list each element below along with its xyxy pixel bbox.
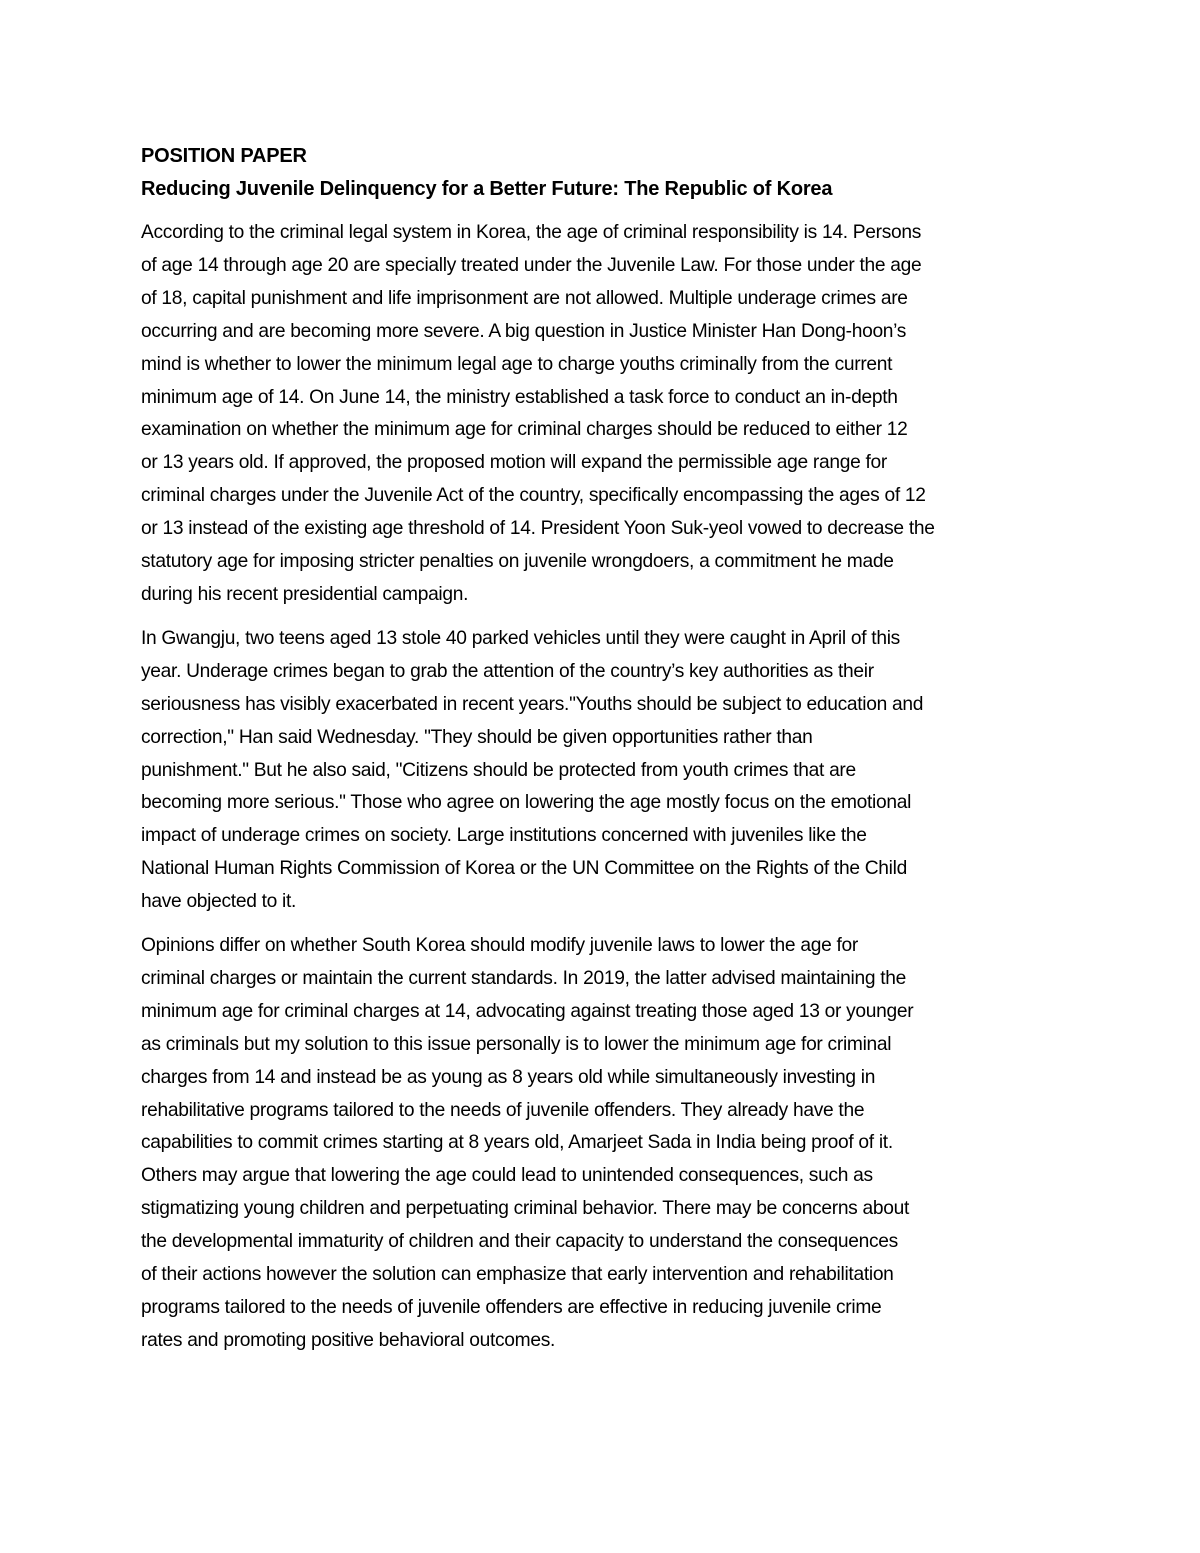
paragraph-2 <box>141 623 1066 919</box>
paragraph-line: rehabilitative programs tailored to the needs of juvenile offenders. They already have the <box>141 1099 865 1121</box>
paragraph-line: occurring and are becoming more severe. A big question in Justice Minister Han Dong-hoon’s <box>141 320 907 342</box>
paragraph-line: In Gwangju, two teens aged 13 stole 40 parked vehicles until they were caught in April of this <box>141 627 900 649</box>
paragraph-line: programs tailored to the needs of juvenile offenders are effective in reducing juvenile crime <box>141 1297 882 1318</box>
paragraph-line: impact of underage crimes on society. Large institutions concerned with juveniles like the <box>141 825 867 847</box>
paragraph-line: According to the criminal legal system in Korea, the age of criminal responsibility is 14. Persons <box>141 222 922 243</box>
paragraph-line: capabilities to commit crimes starting at 8 years old, Amarjeet Sada in India being proof of it. <box>141 1132 893 1154</box>
paragraph-line: punishment." But he also said, "Citizens should be protected from youth crimes that are <box>141 759 856 781</box>
paragraph-line: charges from 14 and instead be as young as 8 years old while simultaneously investing in <box>141 1066 876 1088</box>
paragraph-line: of age 14 through age 20 are specially treated under the Juvenile Law. For those under the age <box>141 254 922 276</box>
paragraph-line: National Human Rights Commission of Korea or the UN Committee on the Rights of the Child <box>141 858 907 880</box>
paragraph-line: the developmental immaturity of children and their capacity to understand the consequences <box>141 1231 898 1253</box>
paragraph-line: seriousness has visibly exacerbated in recent years."Youths should be subject to education and <box>141 693 924 715</box>
paragraph-line: during his recent presidential campaign. <box>141 583 469 605</box>
paragraph-line: mind is whether to lower the minimum legal age to charge youths criminally from the current <box>141 353 893 375</box>
paragraph-line: minimum age of 14. On June 14, the ministry established a task force to conduct an in-depth <box>141 386 898 408</box>
paragraph-line: year. Underage crimes began to grab the attention of the country’s key authorities as their <box>141 660 874 682</box>
paragraph-3 <box>141 930 1066 1358</box>
paragraph-line: correction," Han said Wednesday. "They should be given opportunities rather than <box>141 726 813 748</box>
paragraph-line: have objected to it. <box>141 891 297 913</box>
paragraph-line: statutory age for imposing stricter penalties on juvenile wrongdoers, a commitment he made <box>141 551 894 573</box>
paragraph-line: or 13 instead of the existing age threshold of 14. President Yoon Suk-yeol vowed to decrease the <box>141 518 935 540</box>
paragraph-line: rates and promoting positive behavioral outcomes. <box>141 1329 556 1351</box>
paragraph-line: of 18, capital punishment and life imprisonment are not allowed. Multiple underage crimes are <box>141 287 908 309</box>
paragraph-line: of their actions however the solution can emphasize that early intervention and rehabilitation <box>141 1264 894 1286</box>
document-body <box>141 140 1066 1369</box>
paragraph-1 <box>141 217 1066 612</box>
paragraph-line: becoming more serious." Those who agree on lowering the age mostly focus on the emotional <box>141 792 912 814</box>
paragraph-line: as criminals but my solution to this issue personally is to lower the minimum age for criminal <box>141 1033 892 1055</box>
document-title: Reducing Juvenile Delinquency for a Better Future: The Republic of Korea <box>141 178 833 200</box>
paragraph-line: criminal charges under the Juvenile Act of the country, specifically encompassing the ages of 12 <box>141 485 926 507</box>
paragraph-line: criminal charges or maintain the current standards. In 2019, the latter advised maintaining the <box>141 967 907 989</box>
paragraph-line: or 13 years old. If approved, the proposed motion will expand the permissible age range for <box>141 452 887 474</box>
paragraph-line: minimum age for criminal charges at 14, advocating against treating those aged 13 or younger <box>141 1000 914 1022</box>
paragraph-line: Others may argue that lowering the age could lead to unintended consequences, such as <box>141 1165 873 1187</box>
paragraph-line: examination on whether the minimum age for criminal charges should be reduced to either 12 <box>141 419 908 441</box>
paragraph-line: stigmatizing young children and perpetuating criminal behavior. There may be concerns about <box>141 1198 910 1220</box>
paragraph-line: Opinions differ on whether South Korea should modify juvenile laws to lower the age for <box>141 935 858 957</box>
document-label: POSITION PAPER <box>141 145 307 167</box>
